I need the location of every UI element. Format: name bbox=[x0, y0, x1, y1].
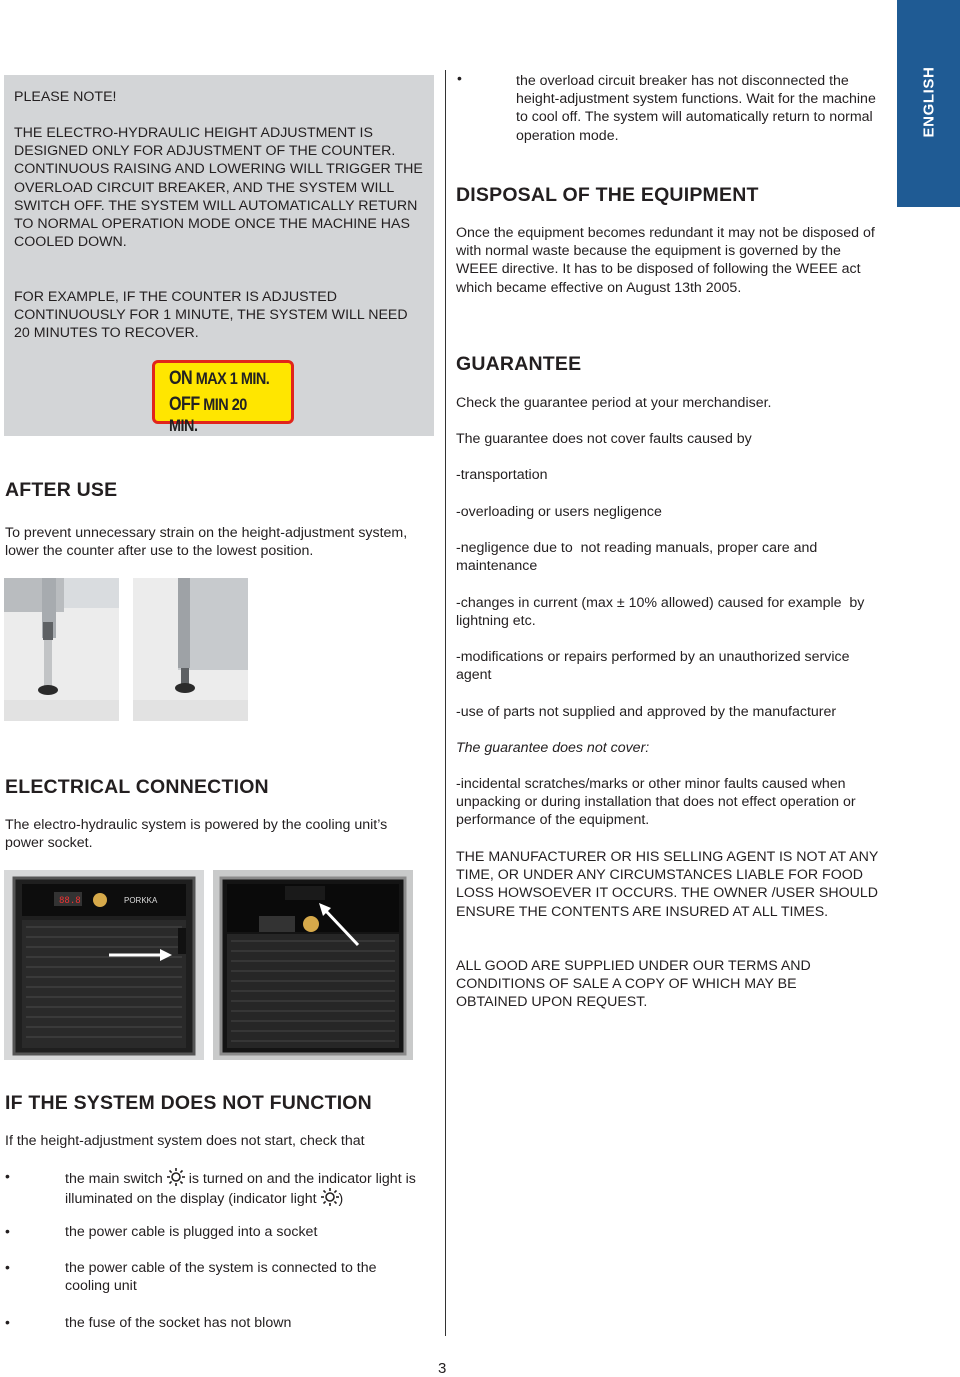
porkka-label: PORKKA bbox=[124, 896, 158, 905]
bullet-dot: • bbox=[5, 1223, 10, 1239]
terms-statement: ALL GOOD ARE SUPPLIED UNDER OUR TERMS AND CONDITIONS OF SALE A COPY OF WHICH MAY BE OBTAINED UPON REQUEST. bbox=[456, 958, 811, 1011]
check-item-main-switch: the main switch is turned on and the indicator light is illuminated on the display (indicator light ) bbox=[65, 1168, 445, 1208]
on-off-sign bbox=[152, 360, 294, 435]
not-function-heading: IF THE SYSTEM DOES NOT FUNCTION bbox=[5, 1092, 372, 1114]
disposal-text: Once the equipment becomes redundant it may not be disposed of with normal waste because the equipment is governed by the WEEE directive. It has to be disposed of following the WEEE act which became effective on August 13th 2005. bbox=[456, 225, 875, 296]
exclusion-current: -changes in current (max ± 10% allowed) caused for example by lightning etc. bbox=[456, 595, 869, 630]
exclusion-parts: -use of parts not supplied and approved by the manufacturer bbox=[456, 704, 837, 720]
cooling-unit-photo-1 bbox=[4, 870, 204, 1060]
language-tab bbox=[897, 0, 960, 207]
page-number: 3 bbox=[438, 1360, 447, 1377]
column-divider bbox=[445, 70, 446, 1336]
check-item-overload: the overload circuit breaker has not disconnected the height-adjustment system functions. Wait for the machine to cool off. The system will automatically return to normal operation mode. bbox=[516, 73, 876, 144]
cooling-unit-photo-2 bbox=[213, 870, 413, 1060]
exclusion-transportation: -transportation bbox=[456, 467, 548, 483]
guarantee-exclusions-intro: The guarantee does not cover faults caused by bbox=[456, 431, 752, 447]
note-paragraph-1: THE ELECTRO-HYDRAULIC HEIGHT ADJUSTMENT IS DESIGNED ONLY FOR ADJUSTMENT OF THE COUNTER. CONTINUOUS RAISING AND LOWERING WILL TRIGGER THE OVERLOAD CIRCUIT BREAKER, AND THE SYSTEM WILL SWITCH OFF. THE SYSTEM WILL AUTOMATICALLY RETURN TO NORMAL OPERATION MODE ONCE THE MACHINE HAS COOLED DOWN. bbox=[14, 125, 423, 251]
disposal-heading: DISPOSAL OF THE EQUIPMENT bbox=[456, 184, 759, 206]
note-title: PLEASE NOTE! bbox=[14, 89, 117, 105]
bullet-dot: • bbox=[5, 1259, 10, 1275]
sign-line-1: ON MAX 1 MIN. bbox=[169, 368, 270, 389]
bullet-dot: • bbox=[5, 1314, 10, 1330]
svg-text:88.8: 88.8 bbox=[59, 896, 81, 906]
guarantee-period: Check the guarantee period at your merchandiser. bbox=[456, 395, 772, 411]
counter-lowered-photo bbox=[133, 578, 248, 721]
bullet-dot: • bbox=[457, 70, 462, 86]
after-use-heading: AFTER USE bbox=[5, 479, 118, 501]
language-tab-label: ENGLISH bbox=[920, 66, 937, 138]
check-item-cooling-unit: the power cable of the system is connected to the cooling unit bbox=[65, 1260, 377, 1295]
check-item-power-cable: the power cable is plugged into a socket bbox=[65, 1224, 318, 1240]
exclusion-modifications: -modifications or repairs performed by an unauthorized service agent bbox=[456, 649, 858, 684]
sun-icon bbox=[321, 1188, 339, 1206]
bullet-dot: • bbox=[5, 1168, 10, 1184]
exclusion-scratches: -incidental scratches/marks or other minor faults caused when unpacking or during installation that does not effect operation or performance of the equipment. bbox=[456, 776, 860, 829]
electrical-text: The electro-hydraulic system is powered by the cooling unit’s power socket. bbox=[5, 817, 388, 852]
sign-line-2: OFF MIN 20 MIN. bbox=[169, 394, 247, 435]
sun-icon bbox=[167, 1168, 185, 1186]
after-use-text: To prevent unnecessary strain on the height-adjustment system, lower the counter after use to the lowest position. bbox=[5, 525, 408, 560]
guarantee-not-cover: The guarantee does not cover: bbox=[456, 740, 650, 756]
exclusion-overloading: -overloading or users negligence bbox=[456, 504, 662, 520]
note-paragraph-2: FOR EXAMPLE, IF THE COUNTER IS ADJUSTED CONTINUOUSLY FOR 1 MINUTE, THE SYSTEM WILL NEED 20 MINUTES TO RECOVER. bbox=[14, 289, 408, 342]
liability-statement: THE MANUFACTURER OR HIS SELLING AGENT IS NOT AT ANY TIME, OR UNDER ANY CIRCUMSTANCES LIABLE FOR FOOD LOSS HOWSOEVER IT OCCURS. THE OWNER /USER SHOULD ENSURE THE CONTENTS ARE INSURED AT ALL TIMES. bbox=[456, 849, 879, 920]
electrical-heading: ELECTRICAL CONNECTION bbox=[5, 776, 269, 798]
check-item-fuse: the fuse of the socket has not blown bbox=[65, 1315, 292, 1331]
counter-raised-photo bbox=[4, 578, 119, 721]
guarantee-heading: GUARANTEE bbox=[456, 353, 582, 375]
not-function-intro: If the height-adjustment system does not start, check that bbox=[5, 1133, 365, 1149]
exclusion-negligence: -negligence due to not reading manuals, proper care and maintenance bbox=[456, 540, 826, 575]
